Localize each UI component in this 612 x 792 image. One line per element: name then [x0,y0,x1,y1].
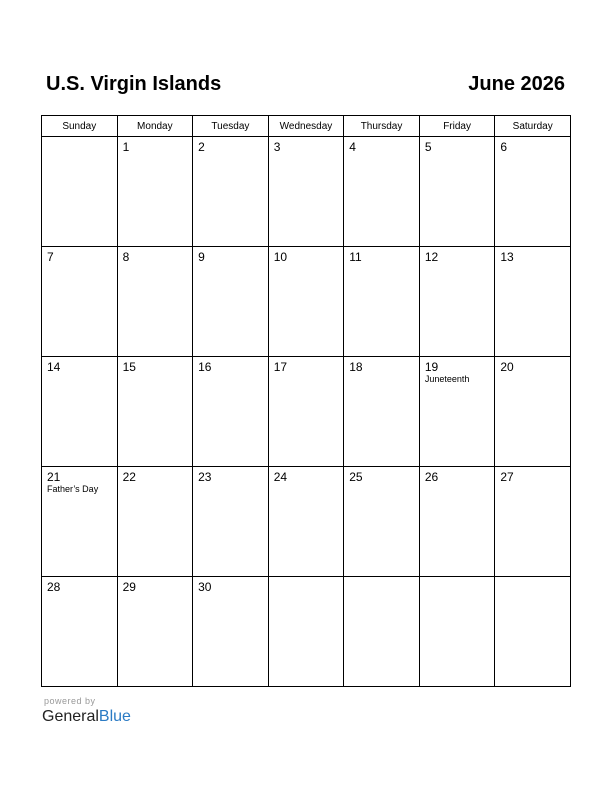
weekday-header: Wednesday [268,116,344,137]
day-number: 26 [424,470,439,484]
brand-blue-text: Blue [98,708,131,725]
calendar-day-cell [193,247,269,357]
day-number: 25 [349,470,363,484]
calendar-day-cell [268,357,344,467]
calendar-day-cell [419,247,495,357]
day-number: 6 [500,140,508,154]
calendar-day-cell [495,137,571,247]
calendar-day-cell [117,137,193,247]
weekday-header-row [42,116,571,137]
day-number: 15 [122,360,136,374]
calendar-week-row [42,137,571,247]
calendar-day-cell [42,137,118,247]
calendar-day-cell [419,357,495,467]
calendar-week-row [42,247,571,357]
day-number: 17 [273,360,288,374]
calendar-day-cell [193,137,269,247]
calendar-day-cell [42,357,118,467]
calendar-day-cell [344,577,420,687]
calendar-day-cell [495,357,571,467]
calendar-day-cell [193,577,269,687]
day-number: 9 [198,250,205,264]
day-number: 8 [122,250,130,264]
footer [42,696,131,727]
day-number: 5 [424,140,432,154]
calendar-day-cell [495,247,571,357]
day-number: 18 [349,360,363,374]
day-number: 11 [349,250,362,264]
region-title: U.S. Virgin Islands [46,73,222,95]
day-number: 12 [424,250,439,264]
calendar-day-cell [419,577,495,687]
calendar-day-cell [344,357,420,467]
calendar-day-cell [495,577,571,687]
day-number: 2 [198,140,205,154]
day-number: 28 [47,580,61,594]
day-number [420,577,495,580]
calendar-day-cell [268,577,344,687]
calendar-week-row [42,467,571,577]
calendar-day-cell [193,357,269,467]
day-number: 23 [198,470,212,484]
day-number: 3 [273,140,281,154]
calendar-week-row [42,357,571,467]
calendar-week-row [42,577,571,687]
weekday-header: Sunday [42,116,118,137]
day-number: 30 [198,580,212,594]
day-number: 29 [122,580,136,594]
day-number: 27 [500,470,514,484]
brand-general-text: General [42,708,99,725]
day-number: 19 [424,360,439,374]
calendar-day-cell [495,467,571,577]
day-number: 20 [500,360,514,374]
calendar-day-cell [419,467,495,577]
day-number: 21 [47,470,61,484]
day-number: 22 [122,470,136,484]
weekday-header: Saturday [495,116,571,137]
day-number: 16 [198,360,212,374]
day-number: 1 [122,140,130,154]
day-number: 13 [500,250,514,264]
calendar-day-cell [344,467,420,577]
day-number [344,577,419,580]
day-number: 14 [47,360,61,374]
calendar-day-cell [344,247,420,357]
day-number: 24 [273,470,288,484]
calendar-grid [41,115,571,687]
weekday-header: Thursday [344,116,420,137]
calendar-day-cell [419,137,495,247]
calendar-weeks [42,137,571,687]
month-year-title: June 2026 [468,73,565,95]
holiday-label: Juneteenth [424,374,470,384]
day-number [42,137,117,140]
calendar-day-cell [42,247,118,357]
brand-logo [42,707,131,727]
calendar-day-cell [344,137,420,247]
day-number [495,577,570,580]
calendar-day-cell [268,467,344,577]
calendar-day-cell [42,467,118,577]
calendar-day-cell [268,137,344,247]
calendar-day-cell [117,247,193,357]
calendar-day-cell [117,357,193,467]
weekday-header: Tuesday [193,116,269,137]
calendar-day-cell [117,467,193,577]
day-number [269,577,344,580]
calendar-day-cell [42,577,118,687]
day-number: 7 [47,250,54,264]
day-number: 10 [273,250,288,264]
powered-by-text: powered by [44,696,96,706]
calendar-day-cell [117,577,193,687]
calendar-day-cell [193,467,269,577]
calendar-day-cell [268,247,344,357]
holiday-label: Father’s Day [47,484,99,494]
weekday-header: Friday [419,116,495,137]
weekday-header: Monday [117,116,193,137]
day-number: 4 [349,140,356,154]
